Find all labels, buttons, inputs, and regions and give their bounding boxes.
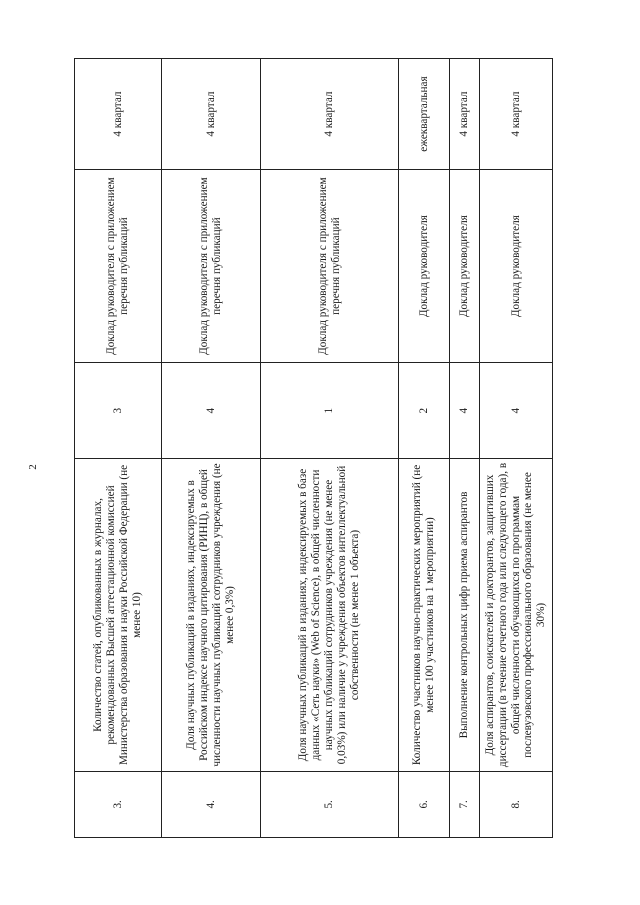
report-cell: Доклад руководителя с приложением перечня публикаций [162,170,261,363]
value-cell: 1 [261,363,399,459]
value-cell: 2 [399,363,450,459]
indicator-cell: Доля аспирантов, соискателей и докторантов, защитивших диссертации (в течение отчетного года или следующего года), в общей численности обучающихся по программам послевузовского профессионального образования (не менее 30%) [480,459,553,771]
row-number: 3. [75,771,162,837]
report-cell: Доклад руководителя [480,170,553,363]
period-cell: 4 квартал [450,59,480,170]
period-cell: 4 квартал [75,59,162,170]
table-row [399,59,450,838]
row-number: 6. [399,771,450,837]
value-cell: 4 [480,363,553,459]
period-cell: 4 квартал [162,59,261,170]
indicator-cell: Количество статей, опубликованных в журналах, рекомендованных Высшей аттестационной комиссией Министерства образования и науки Российской Федерации (не менее 10) [75,459,162,771]
report-cell: Доклад руководителя с приложением перечня публикаций [75,170,162,363]
report-cell: Доклад руководителя [399,170,450,363]
table-row [261,59,399,838]
report-cell: Доклад руководителя [450,170,480,363]
rotated-table-wrapper [74,58,552,838]
row-number: 4. [162,771,261,837]
value-cell: 4 [162,363,261,459]
page-number: 2 [26,464,39,470]
period-cell: 4 квартал [480,59,553,170]
table-row [75,59,162,838]
value-cell: 3 [75,363,162,459]
table-row [162,59,261,838]
indicators-table [74,58,553,838]
row-number: 8. [480,771,553,837]
value-cell: 4 [450,363,480,459]
row-number: 7. [450,771,480,837]
period-cell: ежеквартальная [399,59,450,170]
indicator-cell: Выполнение контрольных цифр приема аспирантов [450,459,480,771]
indicator-cell: Доля научных публикаций в изданиях, индексируемых в Российском индексе научного цитирования (РИНЦ), в общей численности научных публикаций сотрудников учреждения (не менее 0,3%) [162,459,261,771]
indicator-cell: Доля научных публикаций в изданиях, индексируемых в базе данных «Сеть науки» (Web of Science), в общей численности научных публикаций сотрудников учреждения (не менее 0,03%) или наличие у учреждения объектов интеллектуальной собственности (не менее 1 объекта) [261,459,399,771]
period-cell: 4 квартал [261,59,399,170]
report-cell: Доклад руководителя с приложением перечня публикаций [261,170,399,363]
row-number: 5. [261,771,399,837]
indicator-cell: Количество участников научно-практических мероприятий (не менее 100 участников на 1 мероприятии) [399,459,450,771]
table-row [450,59,480,838]
table-row [480,59,553,838]
